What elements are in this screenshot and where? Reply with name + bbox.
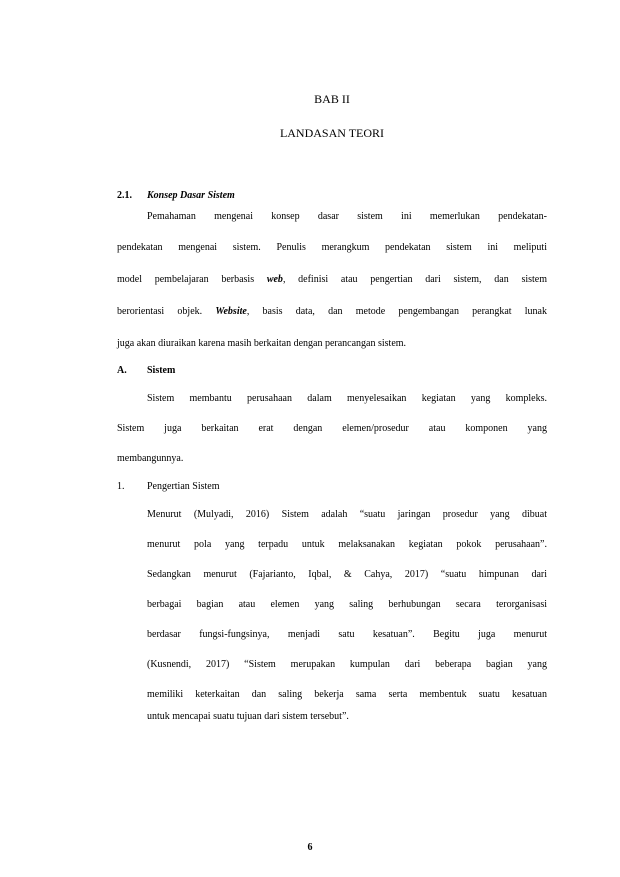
para2-line2: Sistem juga berkaitan erat dengan elemen/prosedur atau komponen yang	[117, 423, 547, 434]
subsection-a-number: A.	[117, 365, 127, 376]
para1-line5: juga akan diuraikan karena masih berkaitan dengan perancangan sistem.	[117, 338, 407, 349]
chapter-label: BAB II	[314, 92, 350, 106]
page-number: 6	[307, 842, 313, 853]
para1-line4-website: Website	[215, 306, 247, 317]
para3-line7: memiliki keterkaitan dan saling bekerja sama serta membentuk suatu kesatuan	[147, 689, 547, 700]
para2-line3: membangunnya.	[117, 453, 184, 464]
para2-line1: Sistem membantu perusahaan dalam menyelesaikan kegiatan yang kompleks.	[147, 393, 547, 404]
para3-line1: Menurut (Mulyadi, 2016) Sistem adalah “suatu jaringan prosedur yang dibuat	[147, 509, 547, 520]
para1-line3-web: web	[266, 274, 283, 285]
para3-line2: menurut pola yang terpadu untuk melaksanakan kegiatan pokok perusahaan”.	[147, 539, 547, 550]
para1-line4-a: berorientasi objek.	[117, 306, 216, 317]
subsection-a-title: Sistem	[147, 365, 176, 376]
section-number: 2.1.	[117, 190, 132, 201]
para3-line6: (Kusnendi, 2017) “Sistem merupakan kumpulan dari beberapa bagian yang	[147, 659, 547, 670]
para1-line3	[117, 274, 547, 286]
subsection-1-number: 1.	[117, 481, 125, 492]
chapter-title: LANDASAN TEORI	[279, 126, 385, 140]
para3-line8: untuk mencapai suatu tujuan dari sistem tersebut”.	[147, 711, 349, 722]
para1-line4-c: , basis data, dan metode pengembangan perangkat lunak	[246, 306, 547, 317]
section-title: Konsep Dasar Sistem	[147, 190, 235, 201]
para1-line2: pendekatan mengenai sistem. Penulis merangkum pendekatan sistem ini meliputi	[117, 242, 547, 253]
para1-line4	[117, 306, 547, 318]
para1-line1: Pemahaman mengenai konsep dasar sistem ini memerlukan pendekatan-	[147, 211, 547, 222]
para1-line3-c: , definisi atau pengertian dari sistem, dan sistem	[282, 274, 548, 285]
para3-line4: berbagai bagian atau elemen yang saling berhubungan secara terorganisasi	[147, 599, 547, 610]
para1-line3-a: model pembelajaran berbasis	[117, 274, 267, 285]
para3-line3: Sedangkan menurut (Fajarianto, Iqbal, & Cahya, 2017) “suatu himpunan dari	[147, 569, 547, 580]
para3-line5: berdasar fungsi-fungsinya, menjadi satu kesatuan”. Begitu juga menurut	[147, 629, 547, 640]
subsection-1-title: Pengertian Sistem	[147, 481, 220, 492]
